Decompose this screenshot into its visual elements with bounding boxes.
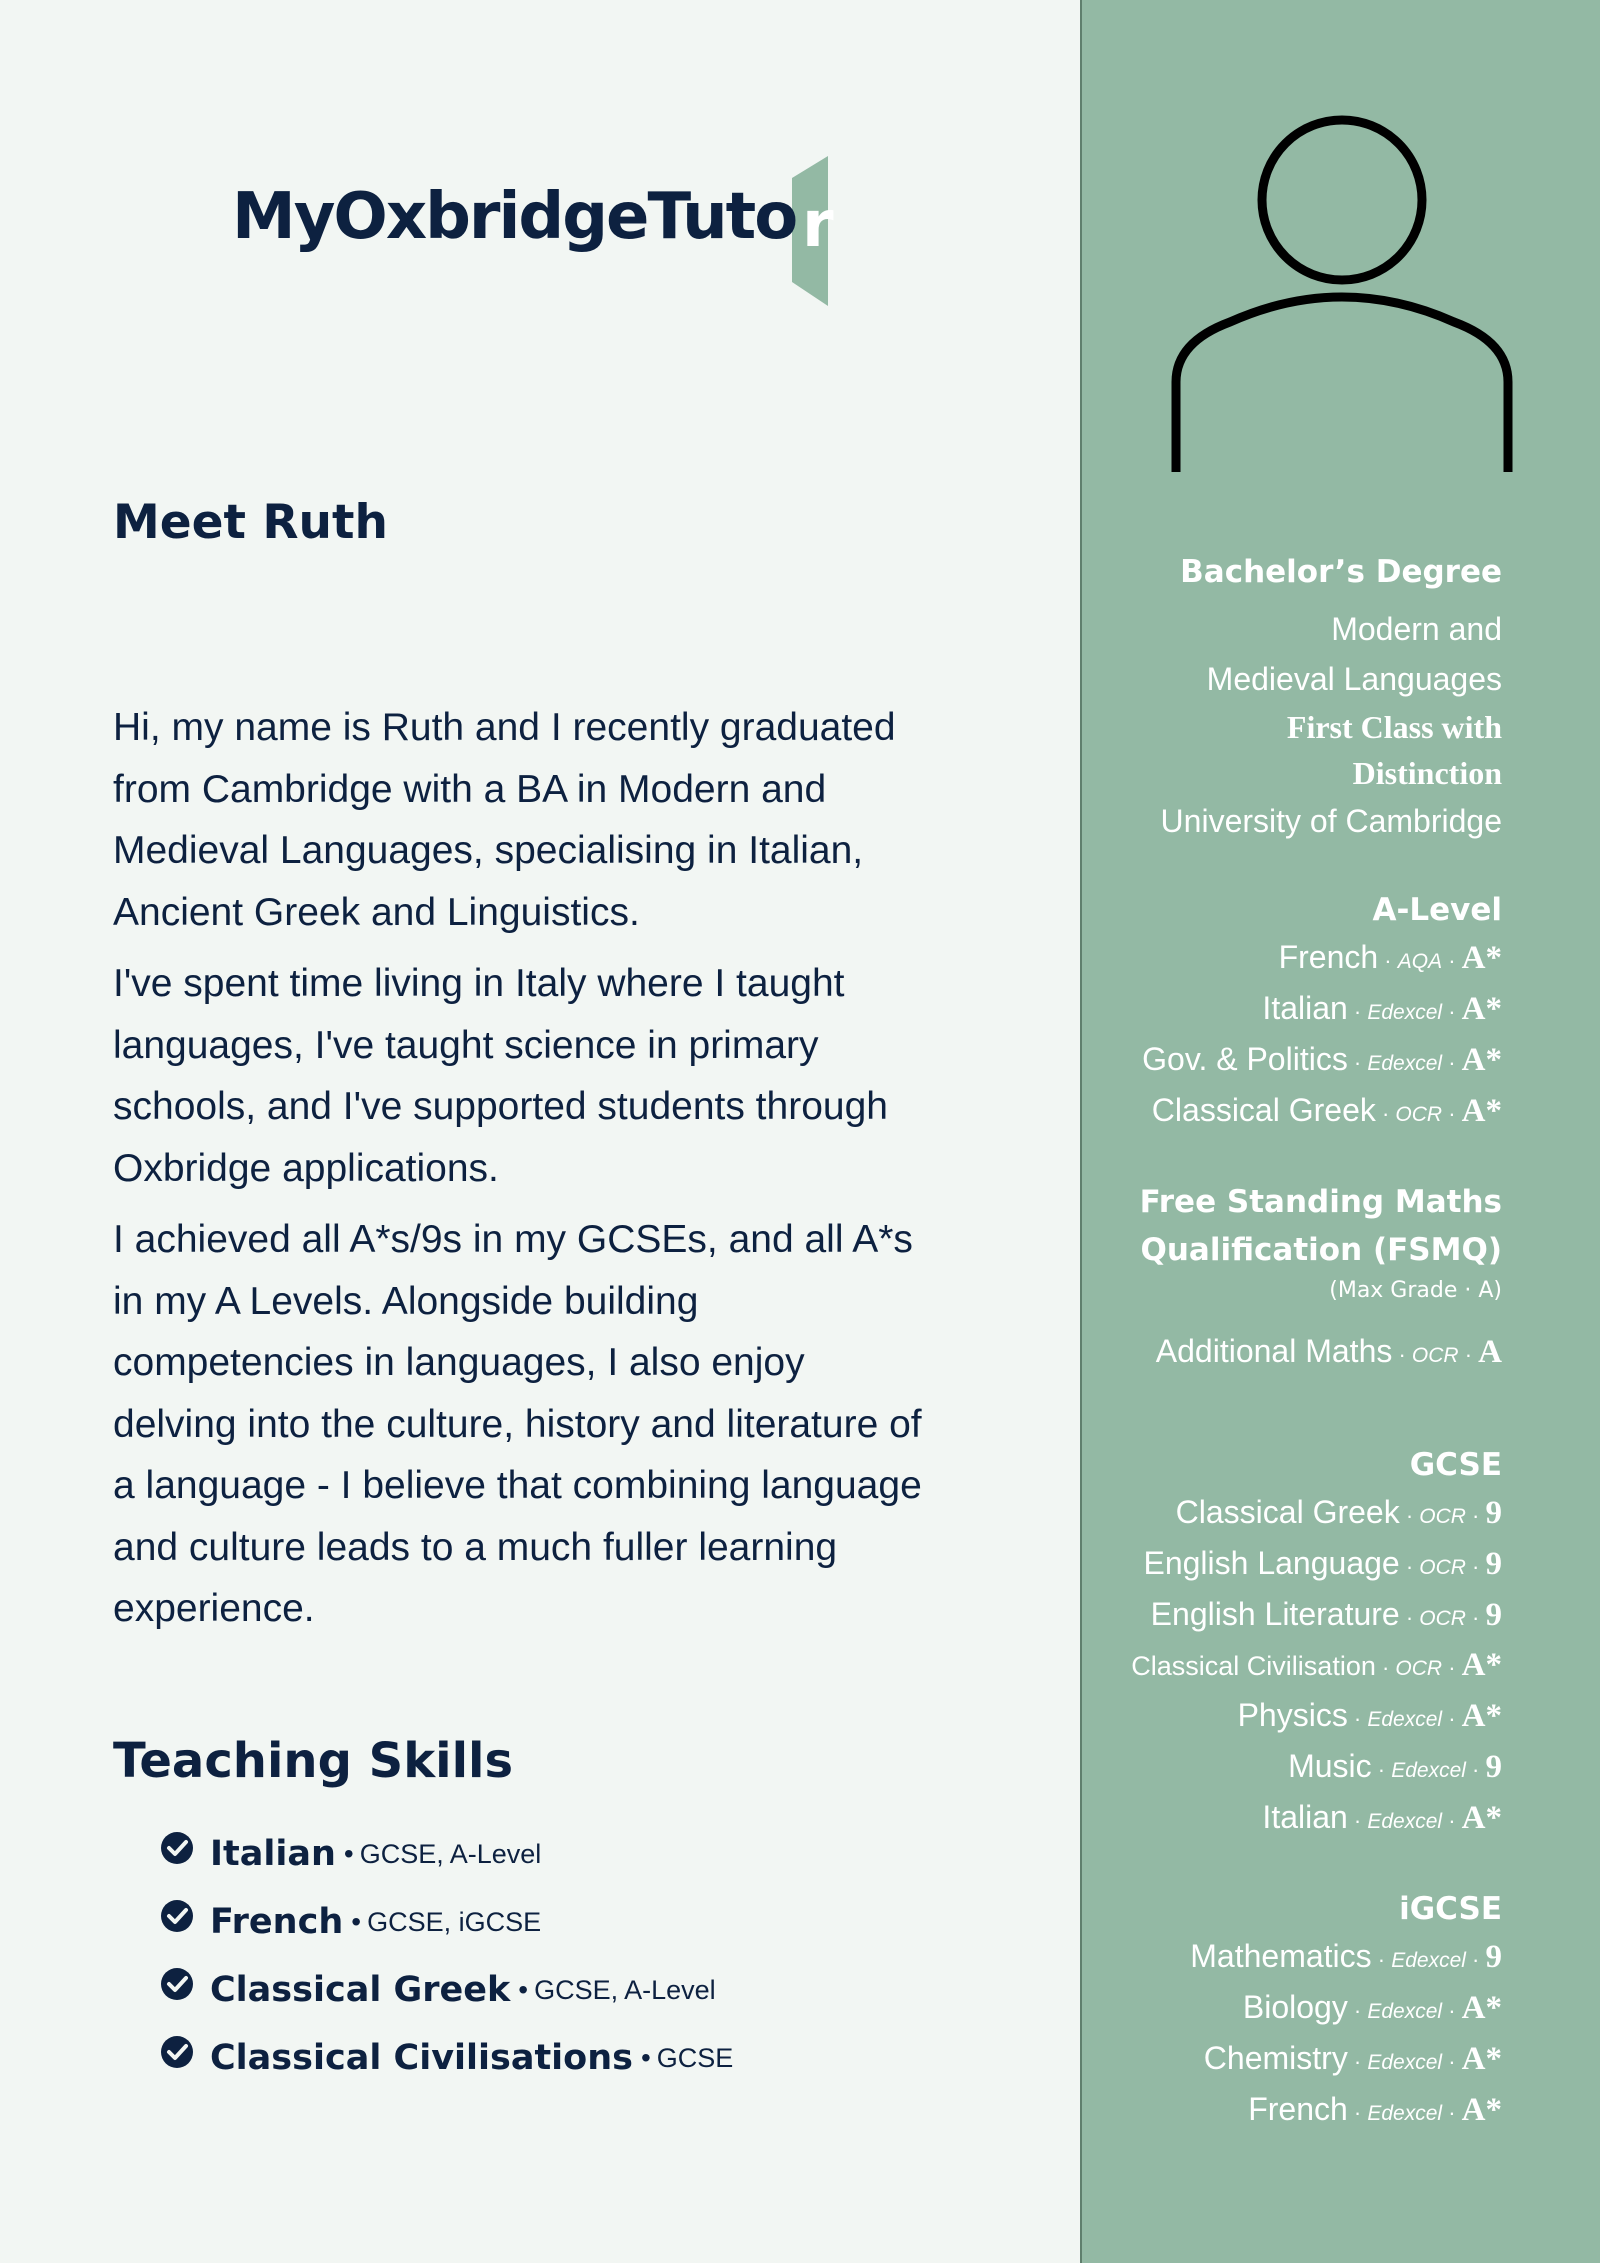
intro-paragraph: I achieved all A*s/9s in my GCSEs, and all A*s in my A Levels. Alongside building competencies in languages, I also enjoy delving into the culture, history and literature of a language - I believe that combining language and culture leads to a much fuller learning experience. <box>113 1218 922 1630</box>
skill-subject: French <box>210 1902 344 1942</box>
degree-section <box>1062 548 1502 846</box>
grade-row: Biology · Edexcel · A* <box>1242 1989 1502 2026</box>
gcse-section <box>1062 1441 1502 1845</box>
grade-row: Classical Greek · OCR · A* <box>1151 1092 1502 1129</box>
skill-levels: GCSE, A-Level <box>359 1838 542 1869</box>
check-circle-icon <box>160 1831 194 1865</box>
igcse-section <box>1062 1885 1502 2137</box>
igcse-title: iGCSE <box>1399 1891 1502 1927</box>
check-circle-icon <box>160 1967 194 2001</box>
intro-heading: Meet Ruth <box>113 495 388 550</box>
grade-row: Mathematics · Edexcel · 9 <box>1190 1938 1502 1975</box>
alevel-section <box>1062 886 1502 1138</box>
alevel-title: A-Level <box>1372 892 1502 928</box>
grade-row: English Language · OCR · 9 <box>1143 1545 1502 1582</box>
grade-row: French · Edexcel · A* <box>1248 2091 1502 2128</box>
teaching-skills-heading: Teaching Skills <box>113 1733 514 1789</box>
skill-subject: Classical Greek <box>210 1970 511 2010</box>
gcse-title: GCSE <box>1409 1447 1502 1483</box>
degree-class: Distinction <box>1352 755 1502 791</box>
check-circle-icon <box>160 1899 194 1933</box>
logo-tab-letter: r <box>802 188 834 262</box>
skill-levels: GCSE, iGCSE <box>367 1906 542 1937</box>
intro-paragraph: I've spent time living in Italy where I taught languages, I've taught science in primary schools, and I've supported students through Oxbridge applications. <box>113 962 888 1190</box>
intro-text <box>113 697 933 1650</box>
degree-university: University of Cambridge <box>1160 803 1502 839</box>
skill-item: Classical Greek • GCSE, A-Level <box>160 1956 733 2024</box>
brand-logo <box>232 150 842 305</box>
skill-item: French • GCSE, iGCSE <box>160 1888 733 1956</box>
grade-row: Classical Civilisation · OCR · A* <box>1131 1647 1502 1683</box>
grade-row: Italian · Edexcel · A* <box>1262 990 1502 1027</box>
grade-row: French · AQA · A* <box>1278 939 1502 976</box>
skill-subject: Italian <box>210 1834 336 1874</box>
skill-levels: GCSE <box>656 2042 734 2073</box>
degree-course: Modern and <box>1331 611 1502 647</box>
qualifications-panel <box>1062 548 1502 2137</box>
fsmq-title: Qualification (FSMQ) <box>1140 1232 1502 1268</box>
grade-row: Music · Edexcel · 9 <box>1288 1748 1502 1785</box>
teaching-skills-list <box>160 1820 733 2092</box>
skill-item: Italian • GCSE, A-Level <box>160 1820 733 1888</box>
grade-row: Physics · Edexcel · A* <box>1237 1697 1502 1734</box>
grade-row: Additional Maths · OCR · A <box>1155 1333 1502 1370</box>
user-avatar-icon <box>1170 112 1520 482</box>
grade-row: Italian · Edexcel · A* <box>1262 1799 1502 1836</box>
skill-levels: GCSE, A-Level <box>534 1974 716 2005</box>
degree-course: Medieval Languages <box>1206 661 1502 697</box>
intro-paragraph: Hi, my name is Ruth and I recently graduated from Cambridge with a BA in Modern and Medieval Languages, specialising in Italian, Ancient Greek and Linguistics. <box>113 706 896 934</box>
fsmq-section <box>1062 1178 1502 1379</box>
qualifications-sidebar <box>1080 0 1600 2263</box>
fsmq-max-grade: (Max Grade · A) <box>1329 1278 1502 1303</box>
grade-row: English Literature · OCR · 9 <box>1150 1596 1502 1633</box>
grade-row: Chemistry · Edexcel · A* <box>1203 2040 1502 2077</box>
degree-title: Bachelor’s Degree <box>1180 554 1502 590</box>
fsmq-title: Free Standing Maths <box>1139 1184 1502 1220</box>
grade-row: Gov. & Politics · Edexcel · A* <box>1142 1041 1502 1078</box>
grade-row: Classical Greek · OCR · 9 <box>1175 1494 1502 1531</box>
logo-text: MyOxbridgeTuto <box>232 180 797 254</box>
skill-subject: Classical Civilisations <box>210 2038 633 2078</box>
degree-class: First Class with <box>1286 709 1502 745</box>
skill-item: Classical Civilisations • GCSE <box>160 2024 733 2092</box>
check-circle-icon <box>160 2035 194 2069</box>
